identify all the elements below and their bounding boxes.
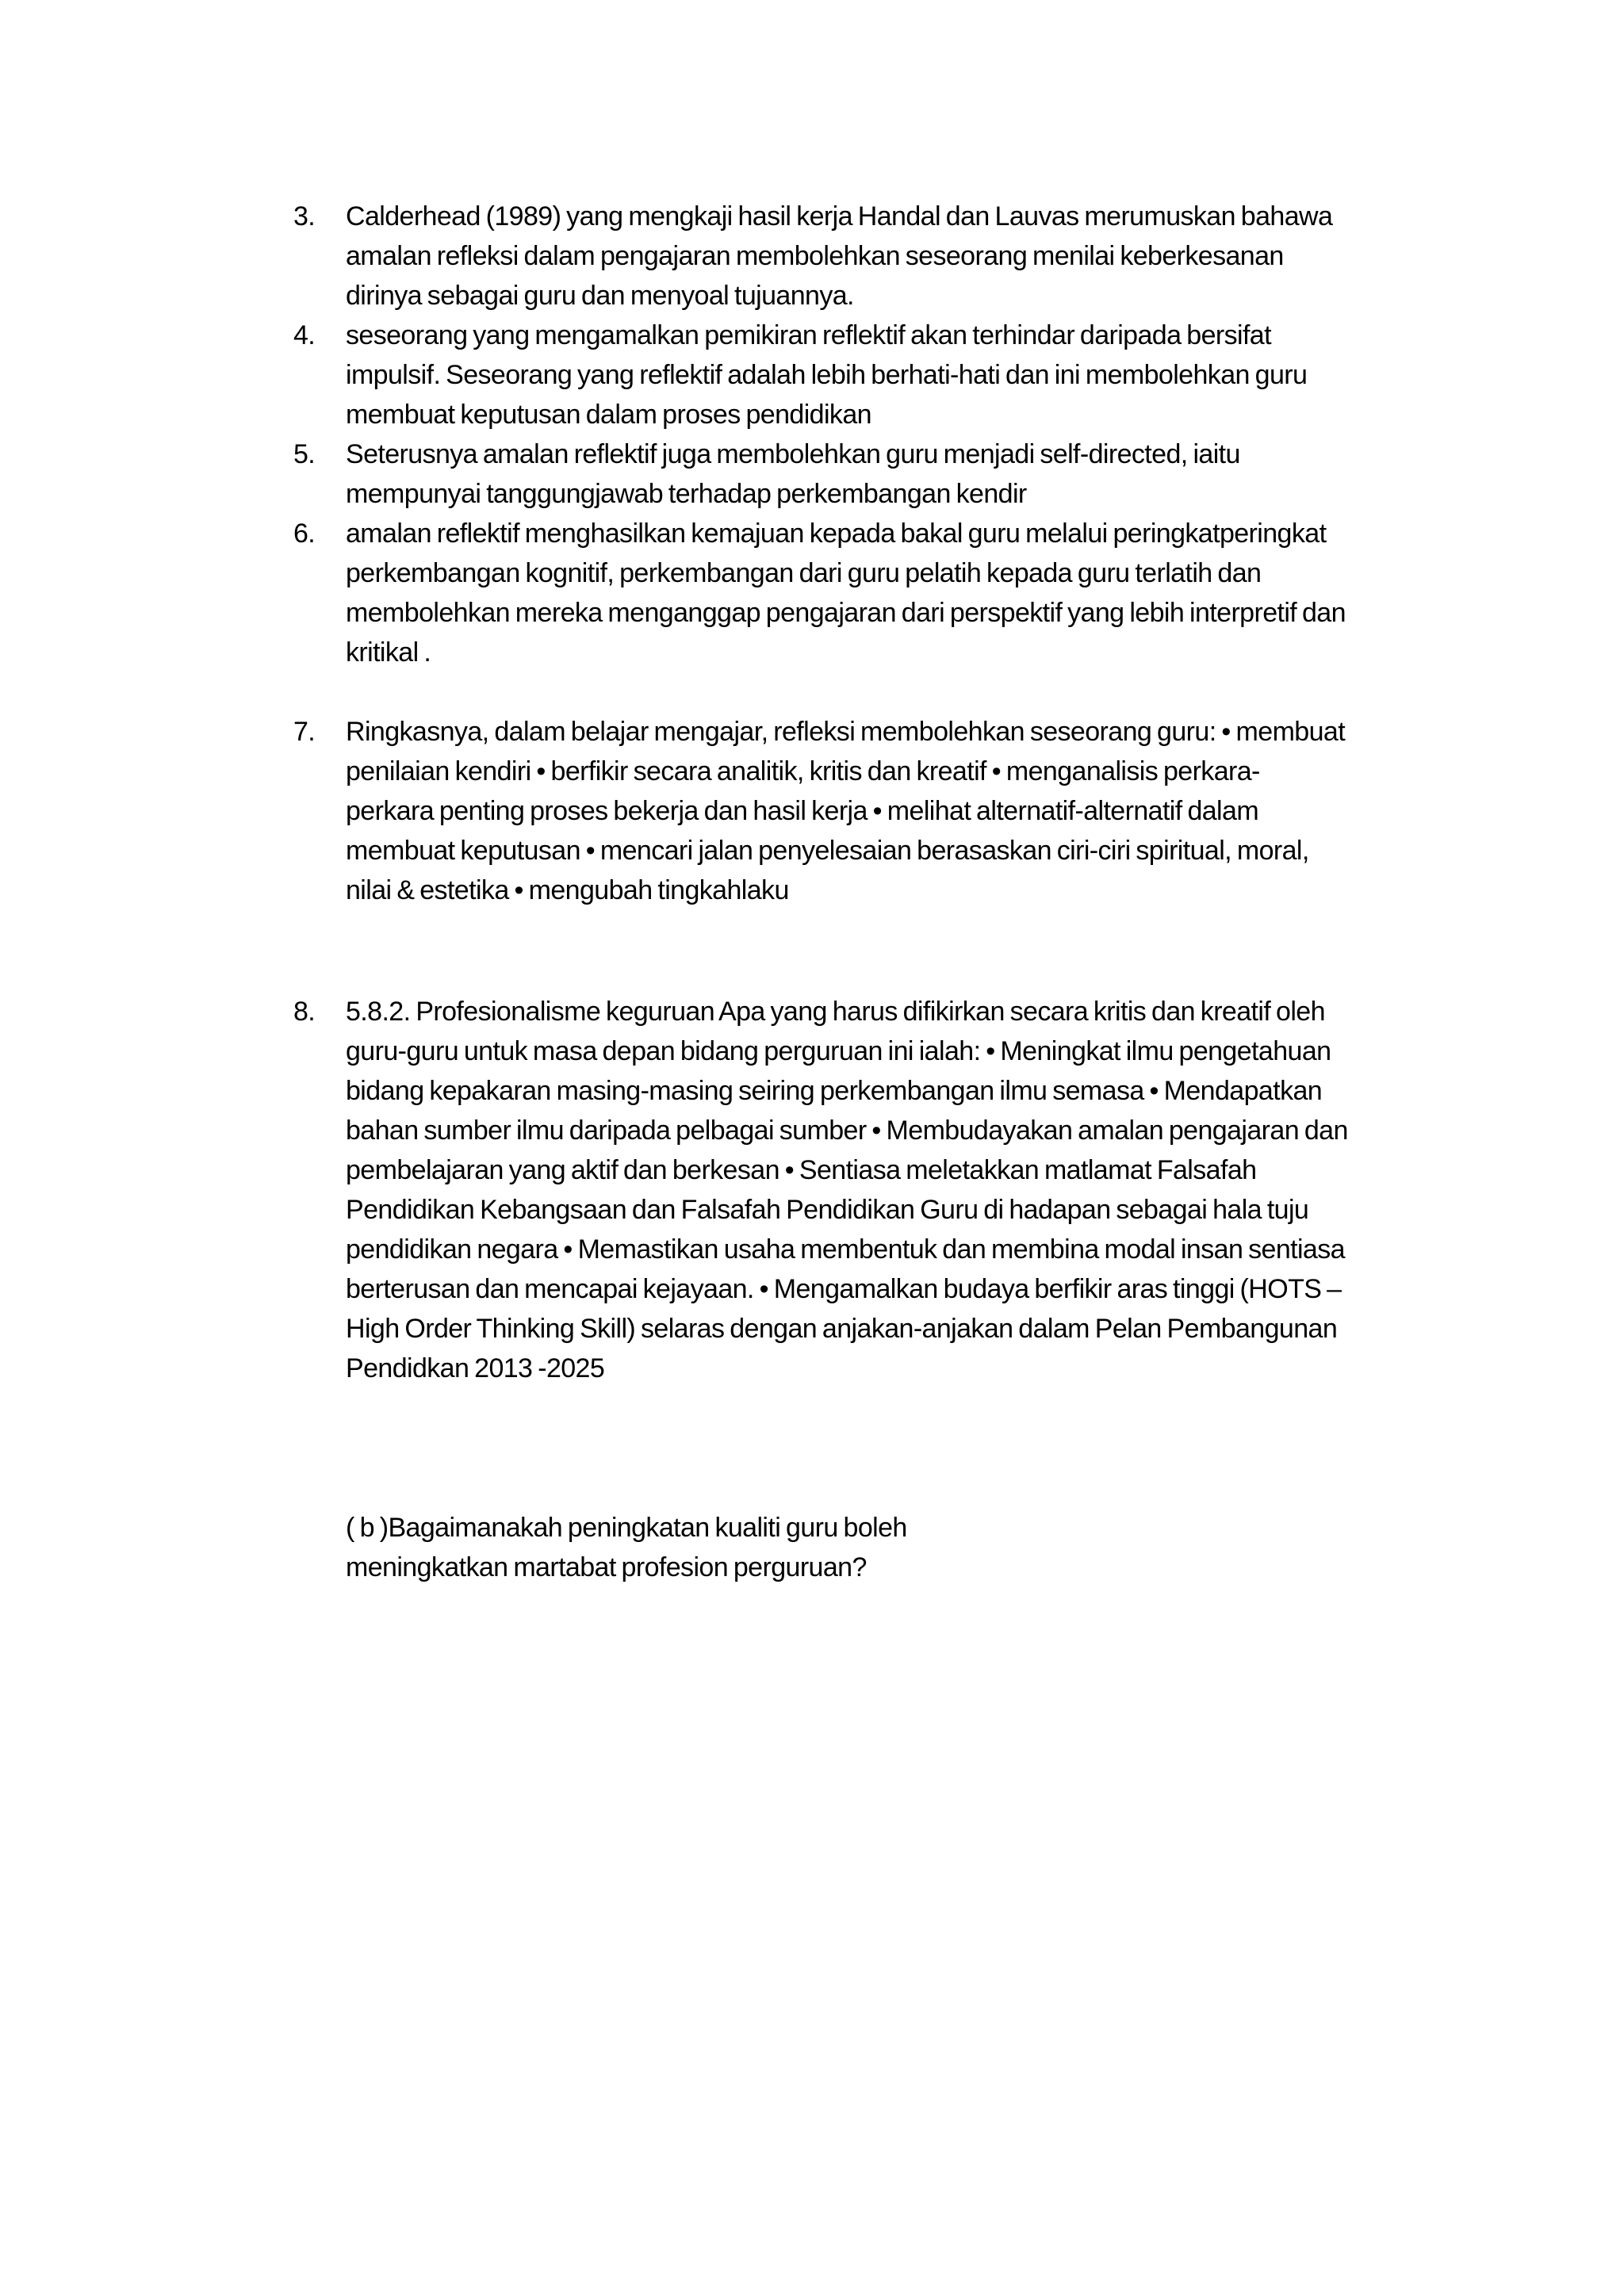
text-line: penilaian kendiri • berfikir secara analitik, kritis dan kreatif • menganalisis perkara-: [346, 756, 1260, 786]
list-number: 5.: [293, 439, 316, 469]
text-line: perkembangan kognitif, perkembangan dari guru pelatih kepada guru terlatih dan: [346, 558, 1262, 588]
text-line: Calderhead (1989) yang mengkaji hasil kerja Handal dan Lauvas merumuskan bahawa: [346, 201, 1333, 232]
text-line: seseorang yang mengamalkan pemikiran reflektif akan terhindar daripada bersifat: [346, 320, 1271, 350]
text-line: bahan sumber ilmu daripada pelbagai sumber • Membudayakan amalan pengajaran dan: [346, 1115, 1348, 1146]
text-line: nilai & estetika • mengubah tingkahlaku: [346, 875, 789, 905]
list-number: 6.: [293, 519, 316, 549]
list-item-text: [346, 434, 1451, 514]
text-line: Pendidikan Kebangsaan dan Falsafah Pendidikan Guru di hadapan sebagai hala tuju: [346, 1195, 1309, 1225]
text-line: Pendidkan 2013 -2025: [346, 1353, 605, 1383]
text-line: guru-guru untuk masa depan bidang perguruan ini ialah: • Meningkat ilmu pengetahuan: [346, 1036, 1331, 1066]
text-line: pendidikan negara • Memastikan usaha membentuk dan membina modal insan sentiasa: [346, 1234, 1345, 1265]
list-item-7: [293, 712, 1451, 910]
question-b: [346, 1508, 1139, 1587]
text-line: impulsif. Seseorang yang reflektif adalah lebih berhati-hati dan ini membolehkan guru: [346, 360, 1308, 390]
text-line: perkara penting proses bekerja dan hasil kerja • melihat alternatif-alternatif dalam: [346, 796, 1259, 826]
text-line: High Order Thinking Skill) selaras dengan anjakan-anjakan dalam Pelan Pembangunan: [346, 1314, 1338, 1344]
text-line: pembelajaran yang aktif dan berkesan • Sentiasa meletakkan matlamat Falsafah: [346, 1155, 1257, 1185]
text-line: Seterusnya amalan reflektif juga membolehkan guru menjadi self-directed, iaitu: [346, 439, 1240, 469]
list-item-8: [293, 992, 1451, 1388]
list-item-text: [346, 712, 1451, 910]
text-line: mempunyai tanggungjawab terhadap perkembangan kendir: [346, 479, 1027, 509]
list-item-text: [346, 514, 1451, 672]
list-number: 7.: [293, 717, 316, 747]
text-line: amalan reflektif menghasilkan kemajuan kepada bakal guru melalui peringkatperingkat: [346, 519, 1327, 549]
question-line: meningkatkan martabat profesion perguruan?: [346, 1552, 867, 1582]
list-number: 4.: [293, 320, 316, 350]
list-item-text: [346, 316, 1451, 434]
text-line: dirinya sebagai guru dan menyoal tujuannya.: [346, 281, 854, 311]
list-item-text: [346, 992, 1451, 1388]
list-item-6: [293, 514, 1451, 672]
text-line: amalan refleksi dalam pengajaran membolehkan seseorang menilai keberkesanan: [346, 241, 1284, 271]
text-line: berterusan dan mencapai kejayaan. • Mengamalkan budaya berfikir aras tinggi (HOTS –: [346, 1274, 1342, 1304]
text-line: bidang kepakaran masing-masing seiring perkembangan ilmu semasa • Mendapatkan: [346, 1076, 1323, 1106]
text-line: membuat keputusan • mencari jalan penyelesaian berasaskan ciri-ciri spiritual, moral,: [346, 836, 1309, 866]
text-line: membuat keputusan dalam proses pendidikan: [346, 400, 871, 430]
list-number: 8.: [293, 997, 316, 1027]
list-item-5: [293, 434, 1451, 514]
text-line: 5.8.2. Profesionalisme keguruan Apa yang harus difikirkan secara kritis dan kreatif oleh: [346, 997, 1325, 1027]
question-line: ( b )Bagaimanakah peningkatan kualiti guru boleh: [346, 1513, 907, 1543]
text-line: Ringkasnya, dalam belajar mengajar, refleksi membolehkan seseorang guru: • membuat: [346, 717, 1346, 747]
text-line: kritikal .: [346, 637, 431, 668]
list-item-3: [293, 197, 1451, 316]
text-line: membolehkan mereka menganggap pengajaran dari perspektif yang lebih interpretif dan: [346, 598, 1346, 628]
list-item-4: [293, 316, 1451, 434]
list-item-text: [346, 197, 1451, 316]
list-number: 3.: [293, 201, 316, 232]
